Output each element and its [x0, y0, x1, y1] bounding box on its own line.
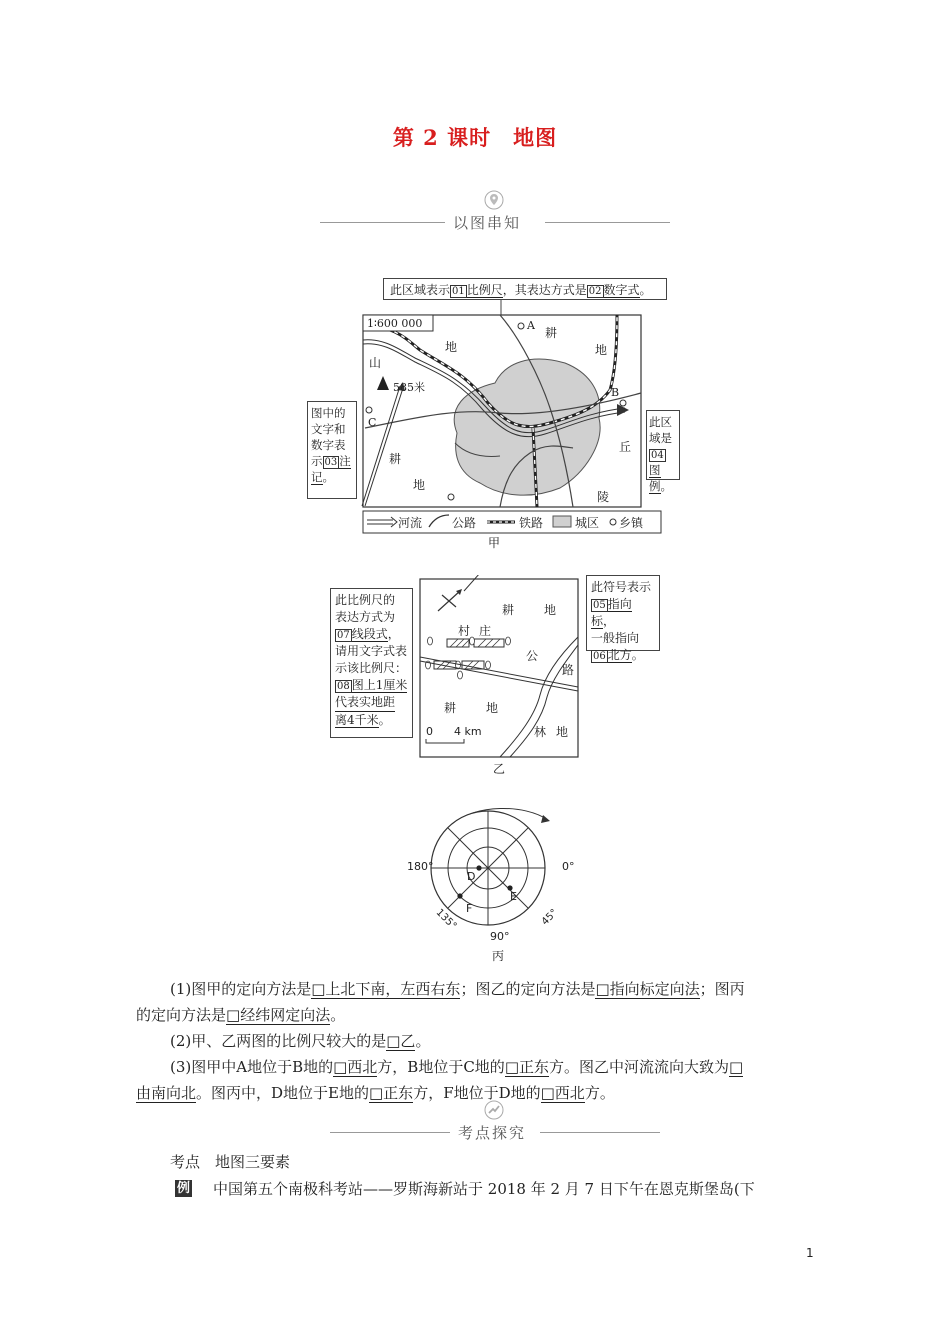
label-135: 135°: [433, 907, 459, 932]
kaodian-heading: 考点 地图三要素: [170, 1153, 291, 1171]
label-qiu: 丘: [619, 440, 632, 454]
label-D: D: [467, 870, 476, 883]
label-di-3: 地: [556, 725, 569, 739]
callout-linear-scale: 此比例尺的 表达方式为 07 线段式， 请用文字式表 示该比例尺： 08 图上1厘米 代表实地距 离4千米。: [330, 588, 413, 738]
caption-bing: 丙: [492, 949, 505, 963]
page-number: 1: [806, 1246, 814, 1260]
map-yi: [330, 575, 660, 775]
caption-yi: 乙: [493, 762, 506, 776]
label-lin: 林: [534, 725, 547, 739]
label-geng: 耕: [502, 603, 515, 617]
label-A: A: [527, 319, 535, 332]
callout-scale: 此区域表示 01 比例尺，其表达方式是 02 数字式。: [383, 278, 667, 300]
label-gong: 公: [526, 649, 539, 663]
label-di-1: 地: [445, 340, 458, 354]
legend-road: 公路: [452, 516, 477, 530]
label-C: C: [368, 416, 377, 429]
label-0: 0°: [562, 860, 575, 873]
example-text: 中国第五个南极科考站——罗斯海新站于 2018 年 2 月 7 日下午在恩克斯堡岛(下: [213, 1180, 755, 1198]
page-title: 第 2 课时 地图: [392, 125, 558, 150]
label-geng-2: 耕: [444, 701, 457, 715]
label-180: 180°: [407, 860, 434, 873]
label-geng-1: 耕: [545, 326, 558, 340]
question-3: (3)图甲中A地位于B地的□西北方，B地位于C地的□正东方。图乙中河流流向大致为□ 由南向北。图丙中，D地位于E地的□正东方，F地位于D地的□西北方。: [136, 1058, 744, 1102]
label-di-2: 地: [486, 701, 499, 715]
caption-jia: 甲: [488, 536, 501, 550]
map-jia: [305, 278, 685, 548]
callout-annotation: 图中的 文字和 数字表 示 03 注 记。: [307, 401, 357, 499]
callout-legend: 此区 域是 04图 例。: [646, 410, 680, 480]
scale-zero: 0: [426, 725, 433, 738]
label-ling: 陵: [597, 490, 610, 504]
location-pin-icon: [484, 190, 504, 210]
question-2: (2)甲、乙两图的比例尺较大的是□乙。: [170, 1032, 431, 1050]
legend-river: 河流: [398, 516, 423, 530]
scale-end: 4 km: [454, 725, 482, 738]
section-header-2: [330, 1100, 660, 1142]
legend-city: 城区: [575, 516, 600, 530]
label-F: F: [466, 902, 473, 915]
label-lu: 路: [562, 663, 575, 677]
question-1: (1)图甲的定向方法是□上北下南，左西右东；图乙的定向方法是□指向标定向法；图丙 的定向方法是□经纬网定向法。: [136, 980, 745, 1024]
map-bing: [400, 790, 600, 968]
callout-north-arrow: 此符号表示 05 指向标， 一般指向 06 北方。: [586, 575, 660, 651]
label-di-3: 地: [413, 478, 426, 492]
legend-rail: 铁路: [519, 516, 544, 530]
section-label-2: 考点探究: [458, 1124, 527, 1142]
label-di-2: 地: [595, 343, 608, 357]
label-shan: 山: [369, 356, 382, 370]
label-90: 90°: [490, 930, 510, 943]
map-jia-drawing: [305, 278, 685, 548]
label-B: B: [611, 386, 620, 399]
label-zhuang: 庄: [479, 624, 492, 638]
example-tag: 例: [176, 1181, 190, 1196]
scale-label: 1∶600 000: [367, 317, 423, 330]
label-geng-2: 耕: [389, 452, 402, 466]
section-header-1: [320, 190, 670, 235]
peak-label: 585米: [393, 381, 425, 394]
section-label-1: 以图串知: [453, 214, 522, 232]
label-di: 地: [544, 603, 557, 617]
trend-icon: [484, 1100, 504, 1120]
label-cun: 村: [458, 624, 471, 638]
label-E: E: [510, 890, 517, 903]
label-45: 45°: [539, 907, 561, 928]
legend-town: 乡镇: [619, 516, 644, 530]
